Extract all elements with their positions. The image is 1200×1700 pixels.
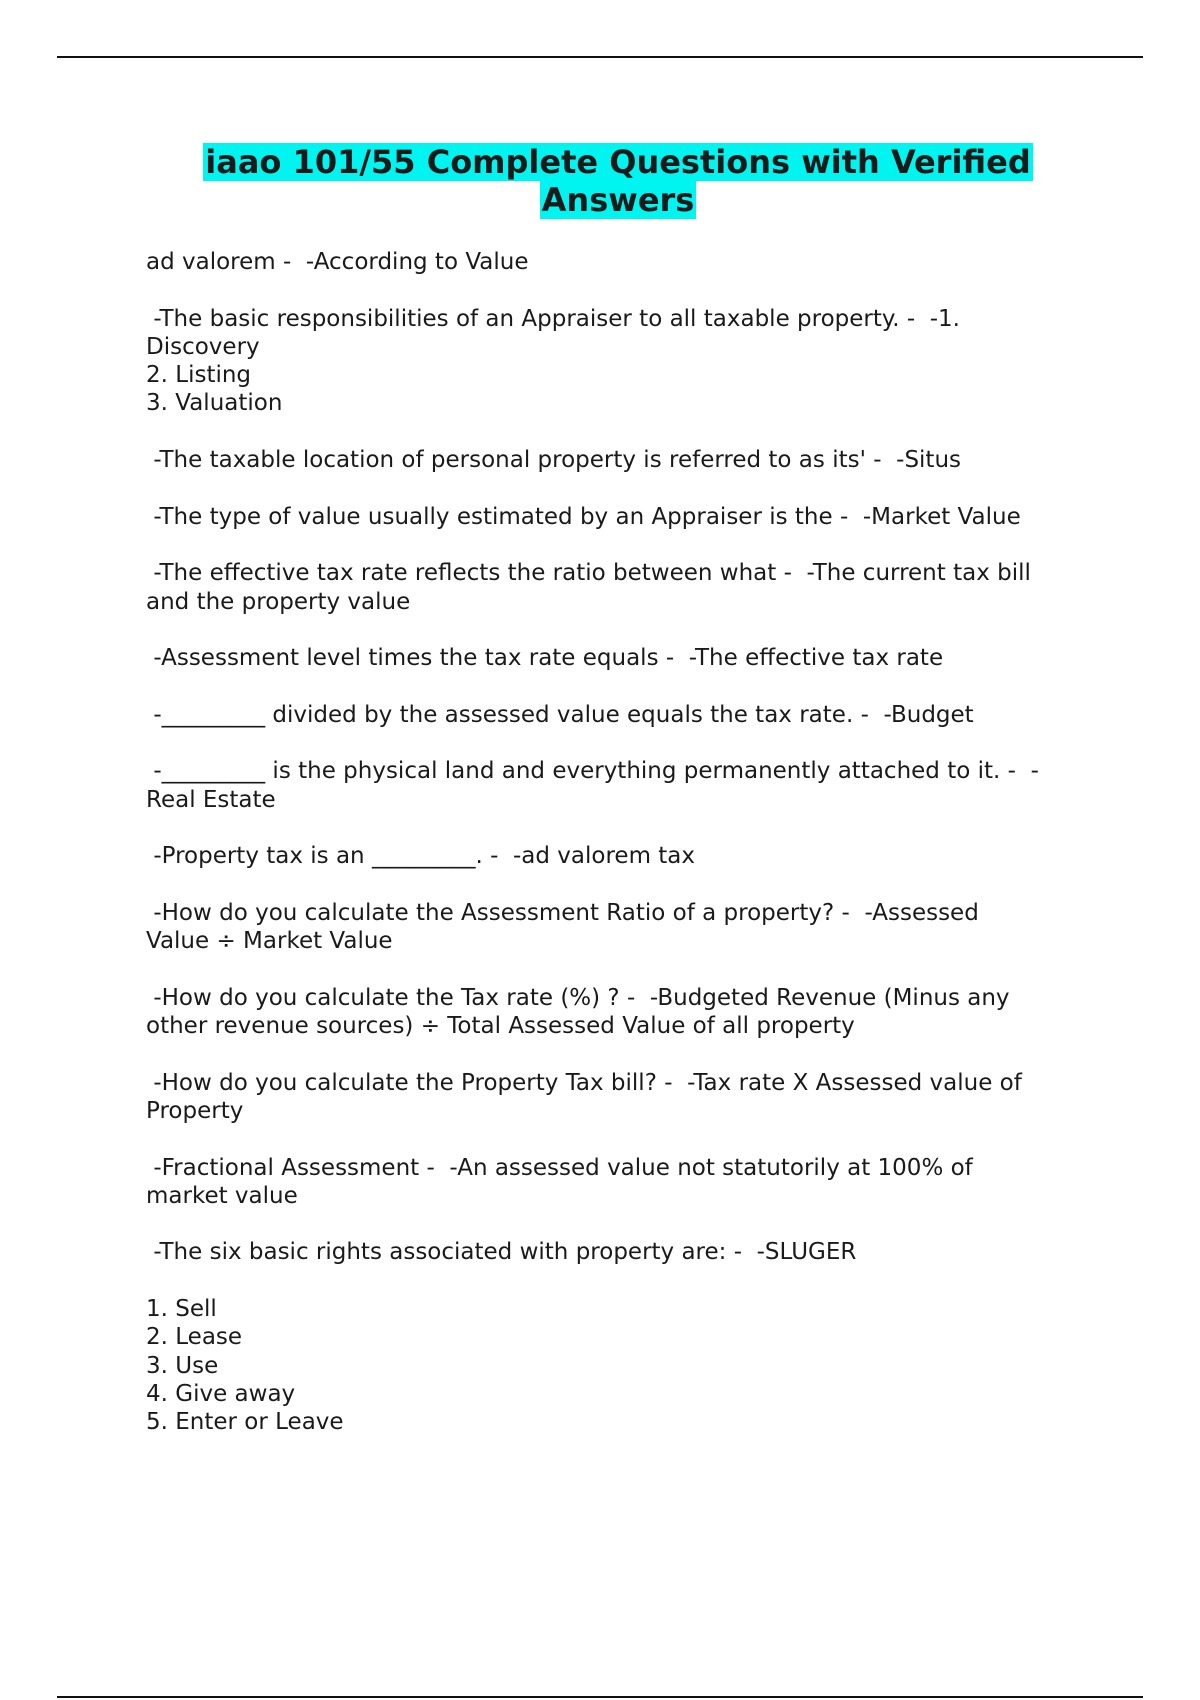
qa-line: -_________ divided by the assessed value equals the tax rate. - -Budget <box>146 701 974 728</box>
qa-line: -The effective tax rate reflects the ratio between what - -The current tax bill <box>146 560 1031 587</box>
qa-line: -The type of value usually estimated by an Appraiser is the - -Market Value <box>146 503 1021 530</box>
qa-line: and the property value <box>146 588 411 615</box>
qa-entry <box>146 701 1086 729</box>
title-line-1: iaao 101/55 Complete Questions with Verified <box>205 143 1031 181</box>
title-line-2: Answers <box>541 181 695 219</box>
qa-line: Discovery <box>146 333 260 360</box>
qa-line: 2. Lease <box>146 1324 243 1351</box>
qa-list <box>146 248 1086 1465</box>
bottom-rule <box>57 1696 1143 1698</box>
qa-entry <box>146 757 1086 814</box>
qa-line: 3. Use <box>146 1352 219 1379</box>
qa-line: -Property tax is an _________. - -ad valorem tax <box>146 843 696 870</box>
qa-line: 3. Valuation <box>146 390 283 417</box>
qa-line: 2. Listing <box>146 362 252 389</box>
qa-line: -How do you calculate the Property Tax bill? - -Tax rate X Assessed value of <box>146 1069 1022 1096</box>
qa-line: other revenue sources) ÷ Total Assessed Value of all property <box>146 1013 855 1040</box>
qa-line: ad valorem - -According to Value <box>146 249 529 275</box>
qa-entry <box>146 248 1086 276</box>
qa-entry <box>146 1154 1086 1211</box>
qa-line: -The six basic rights associated with property are: - -SLUGER <box>146 1239 857 1266</box>
qa-entry <box>146 1069 1086 1126</box>
qa-line: -Assessment level times the tax rate equals - -The effective tax rate <box>146 645 944 672</box>
qa-line: Property <box>146 1097 244 1124</box>
qa-line: -_________ is the physical land and everything permanently attached to it. - - <box>146 758 1039 785</box>
qa-line: Real Estate <box>146 786 276 813</box>
qa-entry <box>146 984 1086 1041</box>
qa-line: 1. Sell <box>146 1295 217 1322</box>
qa-entry <box>146 899 1086 956</box>
qa-line: -The basic responsibilities of an Appraiser to all taxable property. - -1. <box>146 305 960 332</box>
qa-entry <box>146 446 1086 474</box>
qa-line: 4. Give away <box>146 1380 296 1407</box>
qa-line: -Fractional Assessment - -An assessed value not statutorily at 100% of <box>146 1154 973 1181</box>
qa-entry <box>146 503 1086 531</box>
qa-line: -How do you calculate the Assessment Ratio of a property? - -Assessed <box>146 899 979 926</box>
top-rule <box>57 56 1143 58</box>
qa-entry <box>146 1238 1086 1266</box>
document-title <box>0 143 1200 219</box>
qa-entry <box>146 842 1086 870</box>
qa-entry <box>146 1295 1086 1436</box>
qa-line: -The taxable location of personal property is referred to as its' - -Situs <box>146 447 962 474</box>
qa-line: -How do you calculate the Tax rate (%) ? - -Budgeted Revenue (Minus any <box>146 984 1010 1011</box>
qa-entry <box>146 305 1086 418</box>
qa-entry <box>146 644 1086 672</box>
qa-entry <box>146 559 1086 616</box>
qa-line: Value ÷ Market Value <box>146 928 393 955</box>
qa-line: 5. Enter or Leave <box>146 1409 344 1436</box>
qa-line: market value <box>146 1182 298 1209</box>
